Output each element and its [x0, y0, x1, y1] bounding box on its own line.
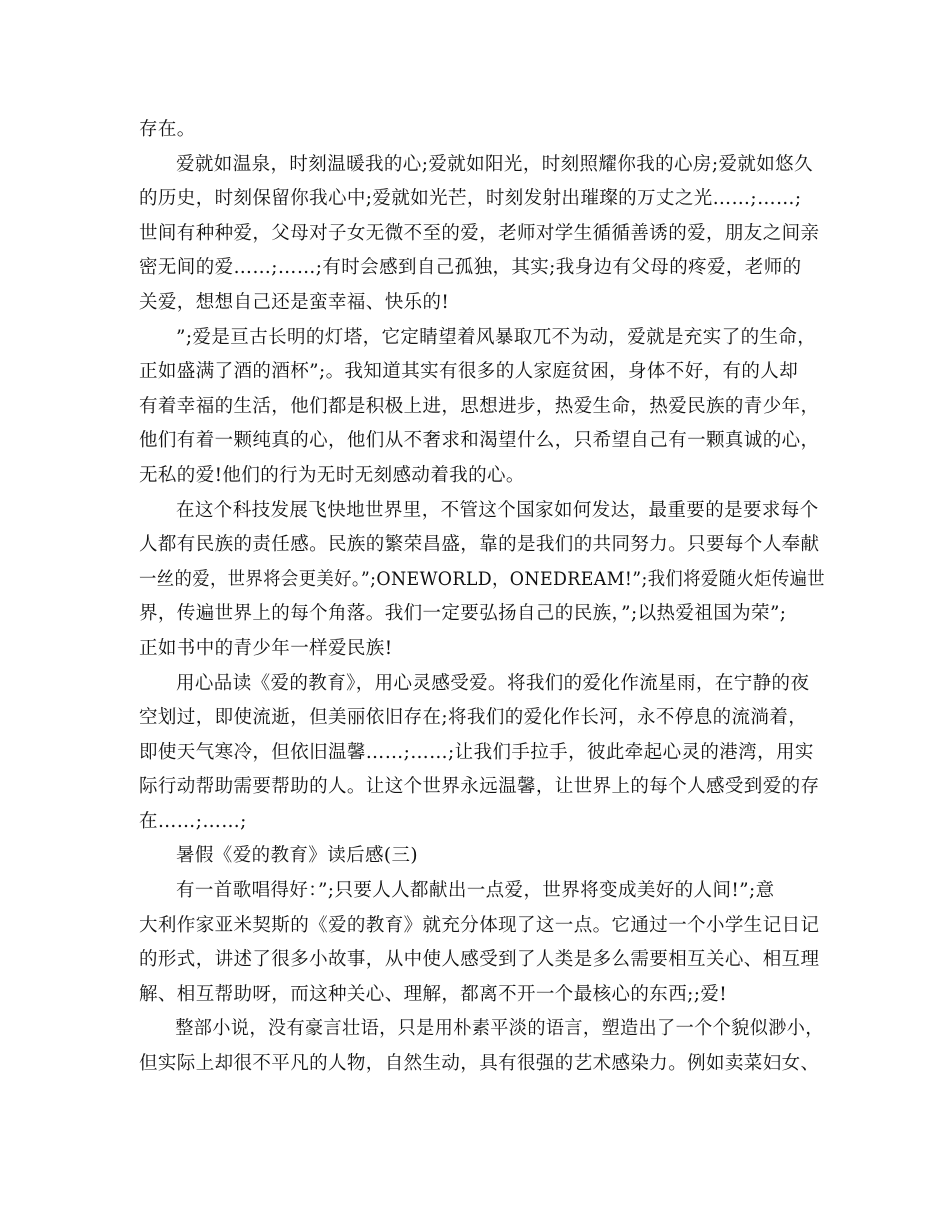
text-line: 暑假《爱的教育》读后感(三)	[176, 845, 419, 867]
text-line: 密无间的爱……;……;有时会感到自己孤独，其实;我身边有父母的疼爱，老师的	[139, 257, 802, 279]
text-line: 但实际上却很不平凡的人物，自然生动，具有很强的艺术感染力。例如卖菜妇女、	[139, 1053, 820, 1075]
text-line: 界，传遍世界上的每个角落。我们一定要弘扬自己的民族，”;以热爱祖国为荣”;	[139, 603, 787, 625]
text-line: 关爱，想想自己还是蛮幸福、快乐的!	[139, 291, 450, 313]
text-line: 在……;……;	[139, 810, 247, 832]
text-line: 正如书中的青少年一样爱民族!	[139, 637, 393, 659]
text-line: 的历史，时刻保留你我心中;爱就如光芒，时刻发射出璀璨的万丈之光……;……;	[139, 188, 802, 210]
text-line: 解、相互帮助呀，而这种关心、理解，都离不开一个最核心的东西;;爱!	[139, 983, 728, 1005]
text-line: 正如盛满了酒的酒杯”;。我知道其实有很多的人家庭贫困，身体不好，有的人却	[139, 361, 799, 383]
text-line: 存在。	[139, 119, 196, 140]
text-line: 爱就如温泉，时刻温暖我的心;爱就如阳光，时刻照耀你我的心房;爱就如悠久	[176, 153, 813, 175]
text-line: 有一首歌唱得好：”;只要人人都献出一点爱，世界将变成美好的人间!”;意	[176, 880, 775, 902]
text-line: 整部小说，没有豪言壮语，只是用朴素平淡的语言，塑造出了一个个貌似渺小，	[175, 1018, 824, 1040]
text-line: 际行动帮助需要帮助的人。让这个世界永远温馨，让世界上的每个人感受到爱的存	[139, 776, 820, 798]
text-line: 用心品读《爱的教育》，用心灵感受爱。将我们的爱化作流星雨，在宁静的夜	[176, 672, 810, 694]
text-line: 人都有民族的责任感。民族的繁荣昌盛，靠的是我们的共同努力。只要每个人奉献	[139, 534, 820, 556]
text-line: 一丝的爱，世界将会更美好。”;ONEWORLD，ONEDREAM!”;我们将爱随火炬传遍世	[139, 568, 826, 590]
text-line: 无私的爱!他们的行为无时无刻感动着我的心。	[139, 464, 525, 486]
text-line: 空划过，即使流逝，但美丽依旧存在;将我们的爱化作长河，永不停息的流淌着，	[139, 707, 808, 729]
text-line: 在这个科技发展飞快地世界里，不管这个国家如何发达，最重要的是要求每个	[176, 499, 819, 521]
text-line: ”;爱是亘古长明的灯塔，它定睛望着风暴取兀不为动，爱就是充实了的生命，	[176, 326, 817, 348]
text-line: 他们有着一颗纯真的心，他们从不奢求和渴望什么，只希望自己有一颗真诚的心，	[139, 430, 820, 452]
text-line: 即使天气寒冷，但依旧温馨……;……;让我们手拉手，彼此牵起心灵的港湾，用实	[139, 741, 814, 763]
text-line: 的形式，讲述了很多小故事，从中使人感受到了人类是多么需要相互关心、相互理	[139, 949, 820, 971]
document-body	[139, 113, 825, 1082]
text-line: 有着幸福的生活，他们都是积极上进，思想进步，热爱生命，热爱民族的青少年，	[139, 395, 820, 417]
text-line: 大利作家亚米契斯的《爱的教育》就充分体现了这一点。它通过一个小学生记日记	[139, 914, 820, 936]
text-line: 世间有种种爱，父母对子女无微不至的爱，老师对学生循循善诱的爱，朋友之间亲	[139, 222, 820, 244]
